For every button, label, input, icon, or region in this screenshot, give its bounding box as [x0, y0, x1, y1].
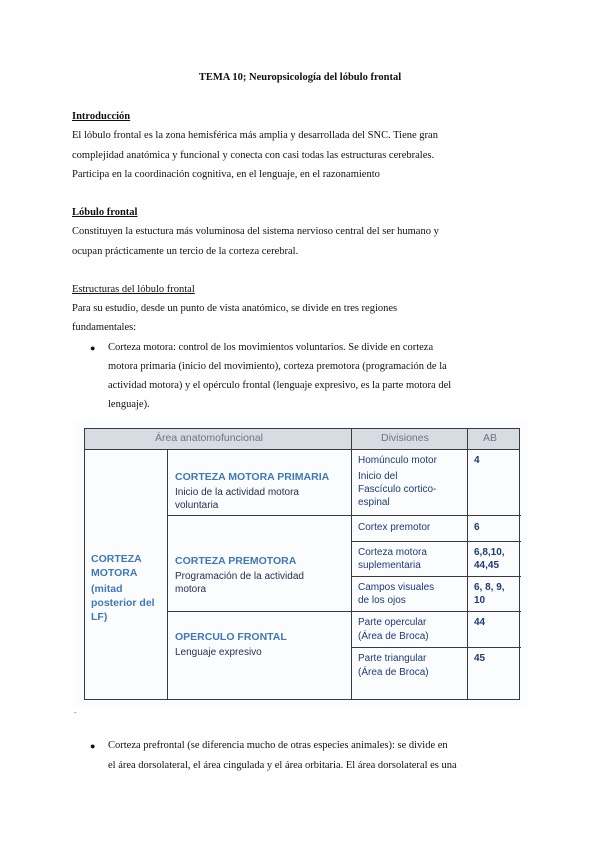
ab-cell: 6	[474, 522, 480, 533]
row-divider	[351, 541, 521, 542]
ab-cell: 6,8,10,	[474, 547, 505, 558]
main-area-2: MOTORA	[91, 567, 138, 579]
image-mark: -	[74, 708, 77, 717]
col-divider	[467, 429, 468, 699]
bullet2-line: el área dorsolateral, el área cingulada y el área orbitaria. El área dorsolateral es una	[108, 760, 457, 771]
bullet1-line: Corteza motora: control de los movimientos voluntarios. Se divide en corteza	[108, 342, 434, 353]
ab-cell: 6, 8, 9,	[474, 582, 505, 593]
division-cell: Cortex premotor	[358, 522, 431, 533]
division-cell: (Área de Broca)	[358, 667, 429, 678]
division-cell: suplementaria	[358, 560, 421, 571]
division-cell: Fascículo cortico-	[358, 484, 437, 495]
opercular-title: OPERCULO FRONTAL	[175, 631, 287, 643]
ab-cell: 44	[474, 617, 486, 628]
lobulo-line: ocupan prácticamente un tercio de la corteza cerebral.	[72, 246, 299, 257]
division-cell: Corteza motora	[358, 547, 427, 558]
bullet-icon: ●	[90, 343, 96, 353]
premotora-desc: Programación de la actividad	[175, 571, 304, 582]
division-cell: de los ojos	[358, 595, 406, 606]
row-divider	[167, 515, 351, 516]
main-area-4: posterior del	[91, 597, 155, 609]
ab-cell: 10	[474, 595, 486, 606]
main-area-1: CORTEZA	[91, 553, 142, 565]
bullet1-line: actividad motora) y el opérculo frontal (lenguaje expresivo, es la parte motora del	[108, 380, 452, 391]
col-divider	[351, 429, 352, 699]
lobulo-heading: Lóbulo frontal	[72, 207, 138, 218]
estructuras-line: fundamentales:	[72, 322, 137, 333]
premotora-title: CORTEZA PREMOTORA	[175, 555, 297, 567]
main-area-3: (mitad	[91, 583, 123, 595]
row-divider	[167, 611, 351, 612]
ab-cell: 44,45	[474, 560, 500, 571]
division-cell: Homúnculo motor	[358, 455, 437, 466]
header-area: Área anatomofuncional	[155, 432, 263, 444]
estructuras-heading: Estructuras del lóbulo frontal	[72, 284, 195, 295]
row-divider	[351, 576, 521, 577]
primaria-desc: Inicio de la actividad motora	[175, 487, 299, 498]
division-cell: Parte opercular	[358, 617, 427, 628]
primaria-desc: voluntaria	[175, 500, 219, 511]
row-divider	[351, 611, 521, 612]
lobulo-line: Constituyen la estuctura más voluminosa del sistema nervioso central del ser humano y	[72, 226, 439, 237]
ab-cell: 45	[474, 653, 486, 664]
opercular-desc: Lenguaje expresivo	[175, 647, 262, 658]
division-cell: Inicio del	[358, 471, 398, 482]
table-header	[85, 429, 519, 450]
bullet1-line: lenguaje).	[108, 399, 150, 410]
division-cell: (Área de Broca)	[358, 631, 429, 642]
primaria-title: CORTEZA MOTORA PRIMARIA	[175, 471, 330, 483]
motor-cortex-table	[84, 428, 520, 700]
header-divisiones: Divisiones	[381, 432, 429, 444]
bullet1-line: motora primaria (inicio del movimiento), corteza premotora (programación de la	[108, 361, 447, 372]
estructuras-line: Para su estudio, desde un punto de vista anatómico, se divide en tres regiones	[72, 303, 398, 314]
intro-line: El lóbulo frontal es la zona hemisférica más amplia y desarrollada del SNC. Tiene gran	[72, 130, 438, 141]
division-cell: Parte triangular	[358, 653, 427, 664]
division-cell: Campos visuales	[358, 582, 435, 593]
bullet-icon: ●	[90, 741, 96, 751]
intro-line: complejidad anatómica y funcional y conecta con casi todas las estructuras cerebrales.	[72, 150, 435, 161]
division-cell: espinal	[358, 497, 390, 508]
intro-line: Participa en la coordinación cognitiva, en el lenguaje, en el razonamiento	[72, 169, 380, 180]
row-divider	[351, 647, 521, 648]
premotora-desc: motora	[175, 584, 207, 595]
page-title: TEMA 10; Neuropsicología del lóbulo frontal	[198, 72, 402, 83]
col-divider	[167, 449, 168, 699]
header-ab: AB	[483, 432, 498, 444]
row-divider	[351, 515, 521, 516]
ab-cell: 4	[474, 455, 480, 466]
bullet2-line: Corteza prefrontal (se diferencia mucho de otras especies animales): se divide en	[108, 740, 448, 751]
main-area-5: LF)	[91, 611, 108, 623]
intro-heading: Introducción	[72, 111, 131, 122]
